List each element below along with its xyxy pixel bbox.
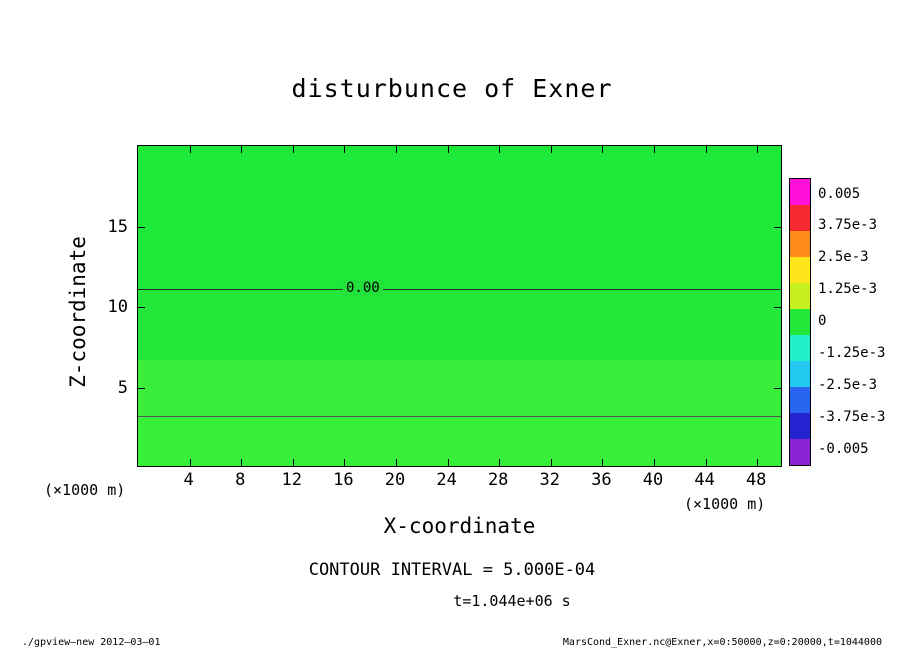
plot-area — [137, 145, 782, 467]
colorbar-tick-label: 0 — [818, 313, 827, 329]
y-tick-right — [774, 388, 781, 389]
contour-band — [138, 360, 781, 416]
colorbar-cell — [790, 231, 810, 257]
x-tick — [551, 459, 552, 466]
contour-band — [138, 289, 781, 360]
x-tick-label: 20 — [384, 470, 406, 490]
x-tick-label: 48 — [745, 470, 767, 490]
y-tick-label: 5 — [117, 378, 128, 398]
y-tick-right — [774, 307, 781, 308]
x-tick — [757, 459, 758, 466]
x-tick — [396, 459, 397, 466]
x-tick-top — [190, 146, 191, 153]
colorbar-cell — [790, 309, 810, 335]
x-tick — [448, 459, 449, 466]
x-tick-label: 40 — [642, 470, 664, 490]
x-tick — [241, 459, 242, 466]
x-tick-label: 36 — [591, 470, 612, 490]
colorbar-tick-label: -0.005 — [818, 441, 869, 457]
x-tick-top — [706, 146, 707, 153]
colorbar-tick-label: -2.5e-3 — [818, 377, 878, 393]
x-tick — [293, 459, 294, 466]
x-tick-label: 12 — [281, 470, 303, 490]
colorbar-cell — [790, 387, 810, 413]
contour-interval-label: CONTOUR INTERVAL = 5.000E-04 — [308, 560, 596, 580]
colorbar-cell — [790, 257, 810, 283]
colorbar-cell — [790, 283, 810, 309]
y-tick-right — [774, 227, 781, 228]
contour-band — [138, 416, 781, 467]
x-tick — [344, 459, 345, 466]
z-axis-units: (×1000 m) — [44, 481, 126, 499]
contour-line-lower — [138, 416, 781, 417]
x-tick — [499, 459, 500, 466]
y-tick-label: 15 — [107, 217, 128, 237]
x-tick-label: 24 — [436, 470, 457, 490]
colorbar-cell — [790, 205, 810, 231]
x-tick-top — [757, 146, 758, 153]
x-tick-top — [499, 146, 500, 153]
x-tick-top — [448, 146, 449, 153]
colorbar-tick-label: 0.005 — [818, 186, 861, 202]
colorbar-tick-label: 1.25e-3 — [818, 281, 878, 297]
x-tick-label: 4 — [183, 470, 194, 490]
colorbar-tick-label: 3.75e-3 — [818, 217, 878, 233]
colorbar-tick-label: -3.75e-3 — [818, 409, 886, 425]
x-tick-label: 44 — [694, 470, 715, 490]
page-title: disturbunce of Exner — [291, 74, 613, 103]
x-axis-title: X-coordinate — [383, 514, 536, 538]
footer-left: ./gpview—new 2012—03—01 — [22, 637, 161, 648]
x-tick-top — [654, 146, 655, 153]
y-axis-title: Z-coordinate — [66, 236, 90, 388]
x-tick — [706, 459, 707, 466]
x-axis-units: (×1000 m) — [684, 495, 766, 513]
x-tick-label: 8 — [235, 470, 246, 490]
y-tick-label: 10 — [107, 297, 128, 317]
x-tick-top — [241, 146, 242, 153]
footer-right: MarsCond_Exner.nc@Exner,x=0:50000,z=0:20000,t=1044000 — [562, 637, 882, 648]
x-tick — [654, 459, 655, 466]
x-tick-label: 16 — [333, 470, 354, 490]
x-tick — [602, 459, 603, 466]
x-tick-top — [551, 146, 552, 153]
colorbar-cell — [790, 179, 810, 205]
colorbar-tick-label: -1.25e-3 — [818, 345, 886, 361]
colorbar-cell — [790, 335, 810, 361]
x-tick-top — [602, 146, 603, 153]
x-tick-top — [344, 146, 345, 153]
contour-band — [138, 146, 781, 289]
x-tick-top — [396, 146, 397, 153]
time-annotation: t=1.044e+06 s — [453, 592, 571, 610]
x-tick-label: 28 — [487, 470, 509, 490]
colorbar-cell — [790, 413, 810, 439]
colorbar-tick-label: 2.5e-3 — [818, 249, 869, 265]
y-tick — [138, 307, 145, 308]
x-tick — [190, 459, 191, 466]
y-tick — [138, 227, 145, 228]
x-tick-label: 32 — [539, 470, 561, 490]
contour-label: 0.00 — [343, 280, 383, 296]
contour-line-zero — [138, 289, 781, 290]
y-tick — [138, 388, 145, 389]
colorbar-cell — [790, 361, 810, 387]
colorbar-cell — [790, 439, 810, 465]
x-tick-top — [293, 146, 294, 153]
colorbar — [789, 178, 811, 466]
